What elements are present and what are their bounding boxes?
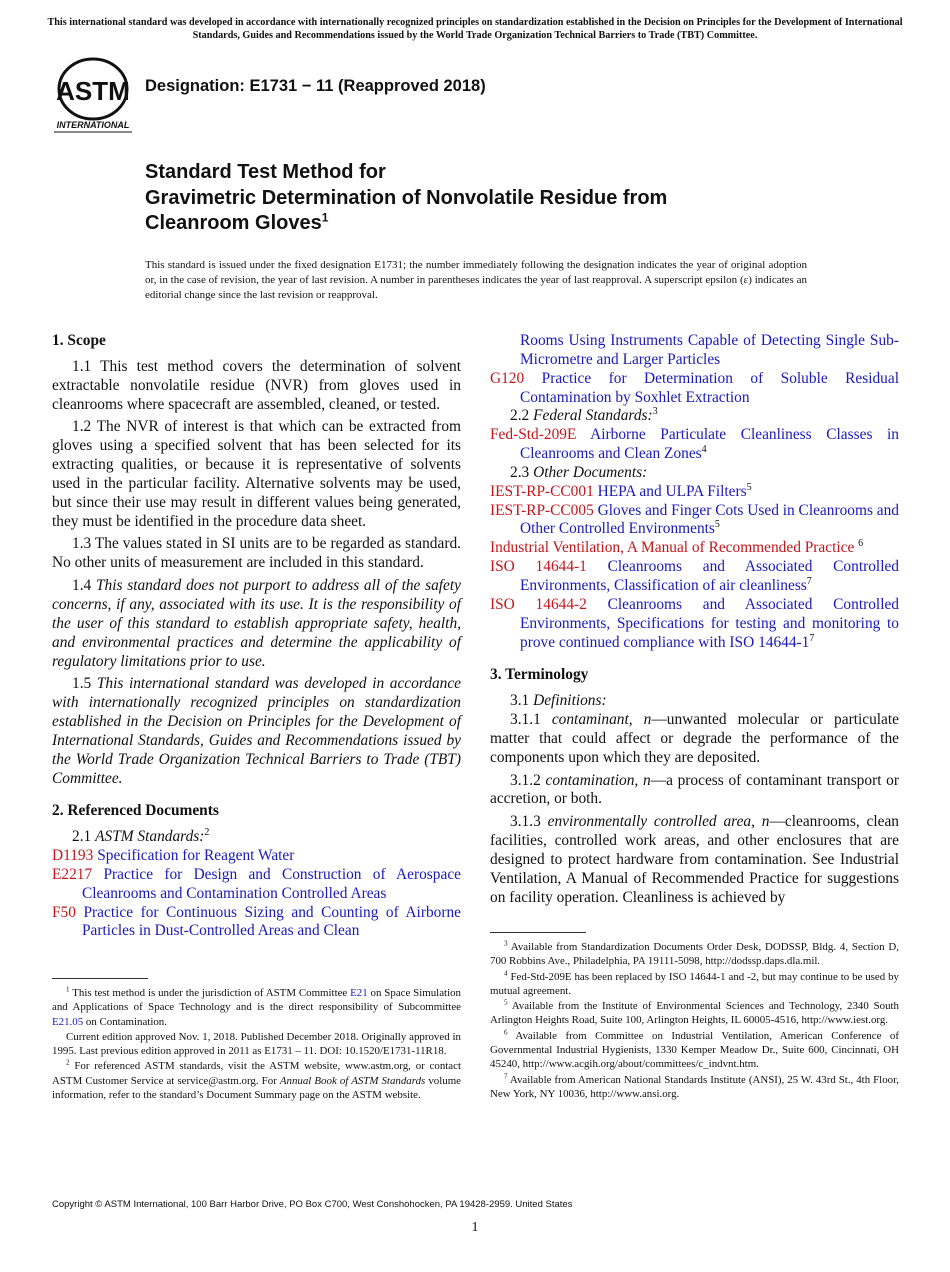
right-column bbox=[490, 332, 899, 911]
reference-title[interactable]: HEPA and ULPA Filters bbox=[597, 482, 747, 500]
reference-item bbox=[490, 558, 899, 596]
link[interactable]: E21.05 bbox=[52, 1015, 84, 1028]
reference-item bbox=[490, 332, 899, 370]
link[interactable]: E21 bbox=[350, 987, 368, 999]
subsection-heading bbox=[490, 692, 899, 711]
text-run: —a process of contaminant transport or accretion, or both. bbox=[490, 771, 899, 808]
footnote-ref[interactable]: 1 bbox=[321, 210, 329, 225]
text-run: 1.5 bbox=[72, 675, 97, 693]
svg-text:INTERNATIONAL: INTERNATIONAL bbox=[56, 120, 130, 130]
paragraph bbox=[52, 418, 461, 531]
page-number: 1 bbox=[471, 1220, 479, 1235]
footnote-ref[interactable]: 6 bbox=[858, 538, 864, 550]
text-run: contaminant, n bbox=[551, 711, 652, 729]
footnote bbox=[490, 999, 899, 1028]
tbt-notice: This international standard was developed in accordance with internationally recognized principles on standardization established in the Decision on Principles for the Development of International Standards, Guides and Recommendations issued by the World Trade Organization Technical Barriers to Trade (TBT) Committee. bbox=[47, 17, 903, 41]
text-run: Fed-Std-209E has been replaced by ISO 14644-1 and -2, but may continue to be used by mutual agreement. bbox=[490, 970, 899, 997]
footnote-ref[interactable]: 5 bbox=[504, 998, 508, 1007]
footnotes-left bbox=[52, 986, 461, 1103]
paragraph bbox=[490, 711, 899, 768]
footnote-ref[interactable]: 3 bbox=[504, 939, 508, 948]
reference-code[interactable]: ISO 14644-1 bbox=[490, 558, 587, 576]
reference-code[interactable]: E2217 bbox=[52, 865, 93, 883]
text-run: Available from Standardization Documents Order Desk, DODSSP, Bldg. 4, Section D, 700 Robbins Ave., Philadelphia, PA 19111-5098, http://dodssp.daps.dla.mil. bbox=[490, 941, 899, 968]
reference-code[interactable]: F50 bbox=[52, 903, 76, 921]
reference-code[interactable]: G120 bbox=[490, 369, 525, 387]
text-run: contamination, n bbox=[545, 771, 651, 789]
copyright: Copyright © ASTM International, 100 Barr Harbor Drive, PO Box C700, West Conshohocken, PA 19428-2959. United States bbox=[52, 1199, 573, 1210]
text-run: on Contamination. bbox=[83, 1015, 167, 1028]
footnote-ref[interactable]: 2 bbox=[204, 827, 210, 839]
footnote-ref[interactable]: 2 bbox=[66, 1058, 70, 1067]
section-heading: 2. Referenced Documents bbox=[52, 802, 219, 820]
paragraph bbox=[490, 813, 899, 907]
reference-title[interactable]: Practice for Design and Construction of Aerospace Cleanrooms and Contamination Controlled Areas bbox=[82, 865, 461, 902]
section-heading: 3. Terminology bbox=[490, 666, 589, 684]
reference-title[interactable]: Practice for Determination of Soluble Residual Contamination by Soxhlet Extraction bbox=[520, 369, 899, 406]
text-run: ASTM Standards: bbox=[95, 828, 205, 846]
text-run: For referenced ASTM standards, visit the ASTM website, www.astm.org, or contact ASTM Customer Service at service@astm.org. For bbox=[52, 1060, 461, 1087]
paragraph bbox=[52, 577, 461, 671]
title-line: Standard Test Method for bbox=[145, 161, 386, 183]
title-line bbox=[145, 211, 667, 237]
reference-code[interactable]: Fed-Std-209E bbox=[490, 426, 577, 444]
text-run: 3.1.1 bbox=[510, 711, 552, 729]
subsection-heading bbox=[52, 828, 461, 847]
text-run: This international standard was developed in accordance with internationally recognized principles on standardization established in the Decision on Principles for the Development of International Standards, Guides and Recommendations issued by the World Trade Organization Technical Barriers to Trade (TBT) Committee. bbox=[52, 675, 461, 787]
text-run: —unwanted molecular or particulate matter that could affect or degrade the performance of the components upon which they are deposited. bbox=[490, 711, 899, 766]
footnote bbox=[52, 1030, 461, 1059]
footnote-divider bbox=[490, 932, 586, 933]
text-run: 2.2 bbox=[510, 407, 534, 425]
text-run: 2.1 bbox=[72, 828, 96, 846]
reference-item bbox=[52, 866, 461, 904]
footnote-ref[interactable]: 1 bbox=[66, 985, 70, 994]
footnote bbox=[52, 986, 461, 1029]
text-run: 1.3 The values stated in SI units are to be regarded as standard. No other units of measurement are included in this standard. bbox=[52, 535, 461, 572]
footnote bbox=[490, 940, 899, 969]
reference-code[interactable]: IEST-RP-CC001 bbox=[490, 482, 594, 500]
reference-item bbox=[52, 904, 461, 942]
paragraph bbox=[52, 358, 461, 415]
footnote bbox=[490, 970, 899, 999]
issuance-note: This standard is issued under the fixed designation E1731; the number immediately following the designation indicates the year of original adoption or, in the case of revision, the year of last revision. A number in parentheses indicates the year of last reapproval. A superscript epsilon (ε) indicates an editorial change since the last revision or reapproval. bbox=[145, 259, 807, 301]
astm-logo bbox=[52, 56, 134, 136]
footnote-ref[interactable]: 7 bbox=[806, 575, 812, 587]
text-run: Federal Standards: bbox=[533, 407, 653, 425]
footnote-ref[interactable]: 4 bbox=[701, 443, 707, 455]
text-run: Available from Committee on Industrial Ventilation, American Conference of Governmental Industrial Hygienists, 1330 Kemper Meadow Dr., Suite 600, Cincinnati, OH 45240, http://www.acgih.org/about/committees/c_indvnt.htm. bbox=[490, 1029, 899, 1071]
left-column bbox=[52, 332, 461, 941]
reference-item bbox=[490, 426, 899, 464]
paragraph bbox=[52, 675, 461, 788]
footnote-ref[interactable]: 7 bbox=[504, 1072, 508, 1081]
reference-title[interactable]: Airborne Particulate Cleanliness Classes in Cleanrooms and Clean Zones bbox=[520, 426, 900, 463]
paragraph bbox=[52, 535, 461, 573]
footnote-ref[interactable]: 7 bbox=[809, 632, 815, 644]
footnote-ref[interactable]: 4 bbox=[504, 968, 508, 977]
title-line: Gravimetric Determination of Nonvolatile Residue from bbox=[145, 186, 668, 209]
footnote-ref[interactable]: 5 bbox=[714, 519, 720, 531]
text-run: 3.1.3 bbox=[510, 813, 548, 831]
reference-item bbox=[490, 539, 899, 558]
reference-code[interactable]: IEST-RP-CC005 bbox=[490, 501, 594, 519]
text-run: volume information, refer to the standard’s Document Summary page on the ASTM website. bbox=[52, 1074, 462, 1102]
text-run: Available from American National Standards Institute (ANSI), 25 W. 43rd St., 4th Floor, New York, NY 10036, http://www.ansi.org. bbox=[490, 1073, 899, 1100]
footnote bbox=[490, 1029, 899, 1072]
text-run: 1.1 This test method covers the determination of solvent extractable nonvolatile residue (NVR) from gloves used in cleanrooms where spacecraft are assembled, cleaned, or tested. bbox=[52, 357, 461, 413]
footnote bbox=[52, 1059, 461, 1102]
reference-code[interactable]: D1193 bbox=[52, 847, 94, 865]
document-title bbox=[145, 160, 667, 237]
reference-item bbox=[490, 483, 899, 502]
reference-item bbox=[490, 502, 899, 540]
paragraph bbox=[490, 772, 899, 810]
reference-code[interactable]: ISO 14644-2 bbox=[490, 595, 587, 613]
text-run: Definitions: bbox=[533, 692, 607, 710]
footnote-divider bbox=[52, 978, 148, 979]
footnote-ref[interactable]: 3 bbox=[652, 406, 658, 418]
reference-code[interactable]: Industrial Ventilation, A Manual of Recommended Practice bbox=[490, 539, 855, 557]
subsection-heading bbox=[490, 407, 899, 426]
reference-item bbox=[490, 370, 899, 408]
reference-title[interactable]: Cleanrooms and Associated Controlled Environments, Classification of air cleanliness bbox=[520, 558, 899, 594]
reference-title[interactable]: Practice for Continuous Sizing and Counting of Airborne Particles in Dust-Controlled Areas and Clean bbox=[82, 903, 461, 940]
reference-title[interactable]: Rooms Using Instruments Capable of Detecting Single Sub-Micrometre and Larger Particles bbox=[520, 332, 899, 368]
footnote bbox=[490, 1073, 899, 1102]
text-run: 3.1 bbox=[510, 692, 534, 710]
footnote-ref[interactable]: 6 bbox=[504, 1028, 508, 1037]
text-run: This standard does not purport to address all of the safety concerns, if any, associated with its use. It is the responsibility of the user of this standard to establish appropriate safety, health, and environmental practices and determine the applicability of regulatory limitations prior to use. bbox=[52, 577, 461, 670]
svg-text:ASTM: ASTM bbox=[56, 76, 130, 106]
designation: Designation: E1731 − 11 (Reapproved 2018) bbox=[145, 77, 486, 95]
title-text: Cleanroom Gloves bbox=[145, 212, 322, 234]
footnotes-right bbox=[490, 940, 899, 1102]
text-run: —cleanrooms, clean facilities, controlled work areas, and other enclosures that are designed to protect hardware from contamination. See Industrial Ventilation, A Manual of Recommended Practice for suggestions on facility operation. Cleanliness is achieved by bbox=[490, 813, 899, 906]
footnote-ref[interactable]: 5 bbox=[746, 481, 752, 493]
subsection-heading bbox=[490, 464, 899, 483]
text-run: Annual Book of ASTM Standards bbox=[279, 1074, 426, 1087]
text-run: 2.3 bbox=[510, 463, 534, 481]
section-heading: 1. Scope bbox=[52, 332, 106, 349]
text-run: 3.1.2 bbox=[510, 771, 546, 789]
reference-item bbox=[52, 847, 461, 866]
text-run: This test method is under the jurisdiction of ASTM Committee bbox=[69, 987, 351, 999]
text-run: 1.2 The NVR of interest is that which can be extracted from gloves using a specified solvent that has been selected for its extracting qualities, or because it is representative of solvents used in the particular facility. Alternative solvents may be used, but since their use may result in different values being generated, they must be identified in the procedure data sheet. bbox=[52, 418, 461, 530]
text-run: Available from the Institute of Environmental Sciences and Technology, 2340 South Arlington Heights Road, Suite 100, Arlington Heights, IL 60005-4516, http://www.iest.org. bbox=[490, 1000, 899, 1027]
text-run: environmentally controlled area, n bbox=[547, 813, 770, 831]
reference-item bbox=[490, 596, 899, 653]
reference-title[interactable]: Specification for Reagent Water bbox=[97, 847, 295, 865]
text-run: Current edition approved Nov. 1, 2018. Published December 2018. Originally approved in 1995. Last previous edition approved in 2011 as E1731 – 11. DOI: 10.1520/E1731-11R18. bbox=[52, 1030, 461, 1058]
reference-title[interactable]: Gloves and Finger Cots Used in Cleanrooms and Other Controlled Environments bbox=[520, 501, 900, 538]
text-run: on Space Simulation and Applications of Space Technology and is the direct responsibility of Subcommittee bbox=[52, 987, 461, 1014]
text-run: Other Documents: bbox=[533, 463, 648, 481]
text-run: 1.4 bbox=[72, 577, 96, 595]
reference-title[interactable]: Cleanrooms and Associated Controlled Environments, Specifications for testing and monitoring to prove continued compliance with ISO 14644-1 bbox=[520, 595, 899, 651]
